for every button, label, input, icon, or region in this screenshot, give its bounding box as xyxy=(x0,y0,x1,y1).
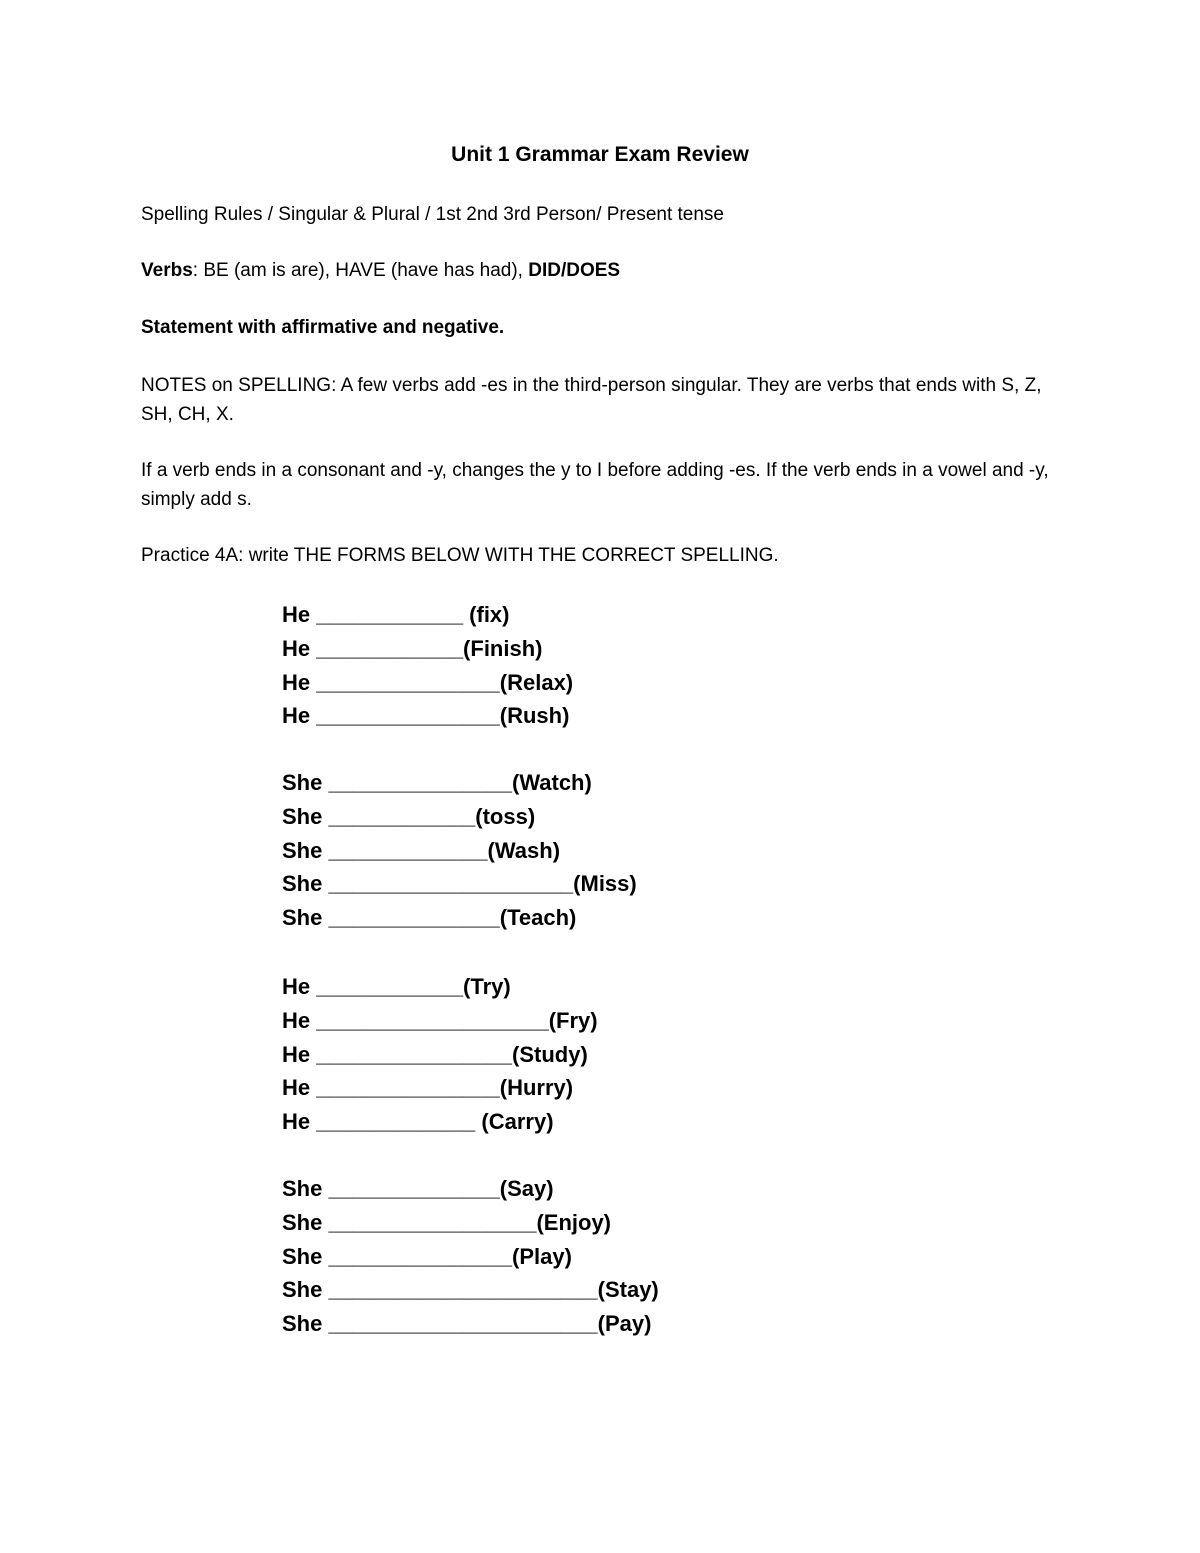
exercise-item: He ________________(Study) xyxy=(282,1041,588,1067)
verbs-emphasis: DID/DOES xyxy=(528,260,621,281)
exercise-item: She ____________(toss) xyxy=(282,803,536,829)
practice-instruction: Practice 4A: write THE FORMS BELOW WITH THE CORRECT SPELLING. xyxy=(141,545,779,566)
exercise-group-2 xyxy=(282,766,882,935)
verbs-text: : BE (am is are), HAVE (have has had), xyxy=(192,260,529,281)
exercise-item: He _______________(Relax) xyxy=(282,669,574,695)
exercise-item: He _______________(Hurry) xyxy=(282,1075,574,1101)
verbs-label: Verbs xyxy=(141,260,193,281)
spelling-notes: NOTES on SPELLING: A few verbs add -es in the third-person singular. They are verbs that ends with S, Z, SH, CH, X. xyxy=(141,375,1042,425)
exercise-group-1 xyxy=(282,598,882,733)
exercise-item: She _______________(Play) xyxy=(282,1243,572,1269)
exercise-item: She ______________(Say) xyxy=(282,1176,554,1201)
exercise-item: She ____________________(Miss) xyxy=(282,871,637,897)
exercise-item: He _______________(Rush) xyxy=(282,703,570,729)
verbs-line xyxy=(141,256,1061,285)
exercise-item: She ______________________(Pay) xyxy=(282,1311,652,1337)
exercise-item: He ____________(Try) xyxy=(282,974,511,999)
document-title: Unit 1 Grammar Exam Review xyxy=(451,143,749,166)
exercise-item: He ____________(Finish) xyxy=(282,635,543,661)
exercise-item: He _____________ (Carry) xyxy=(282,1109,554,1135)
exercise-item: She ______________________(Stay) xyxy=(282,1277,659,1303)
exercise-item: She _______________(Watch) xyxy=(282,770,592,795)
exercise-item: She ______________(Teach) xyxy=(282,905,577,931)
exercise-item: He ____________ (fix) xyxy=(282,602,510,627)
topics-line: Spelling Rules / Singular & Plural / 1st 2nd 3rd Person/ Present tense xyxy=(141,204,724,225)
y-ending-rule: If a verb ends in a consonant and -y, changes the y to I before adding -es. If the verb ends in a vowel and -y, simply add s. xyxy=(141,460,1049,510)
exercise-item: He ___________________(Fry) xyxy=(282,1007,598,1033)
exercise-group-3 xyxy=(282,970,882,1139)
exercise-item: She _________________(Enjoy) xyxy=(282,1209,612,1235)
exercise-group-4 xyxy=(282,1172,882,1341)
exercise-item: She _____________(Wash) xyxy=(282,837,561,863)
statement-heading: Statement with affirmative and negative. xyxy=(141,317,505,338)
